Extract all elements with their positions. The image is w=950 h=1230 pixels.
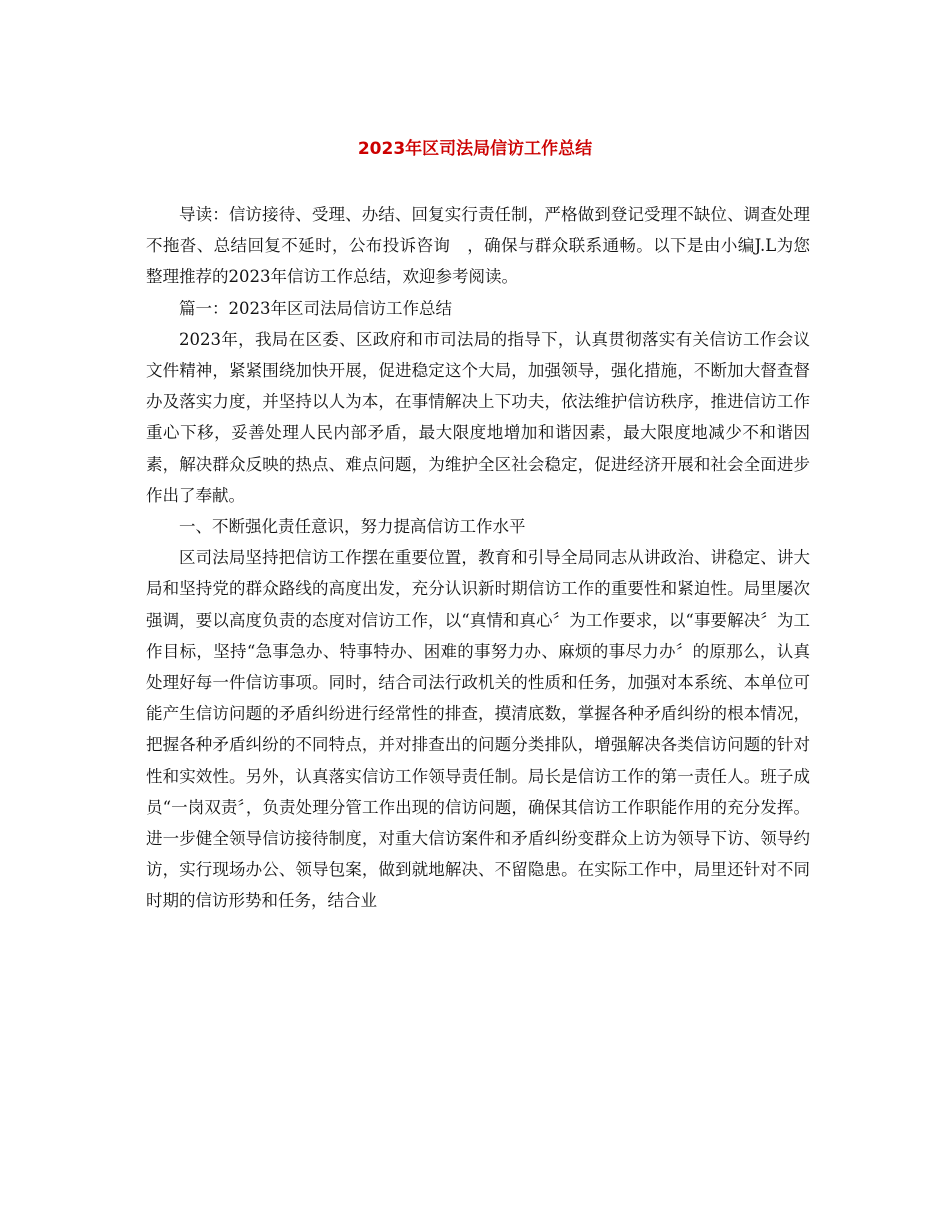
paragraph-intro: 导读：信访接待、受理、办结、回复实行责任制，严格做到登记受理不缺位、调查处理不拖沓、总结回复不延时，公布投诉咨询 ，确保与群众联系通畅。以下是由小编J.L为您整理推荐的2023年信访工作总结，欢迎参考阅读。 xyxy=(146,205,810,287)
document-title: 2023年区司法局信访工作总结 xyxy=(357,139,593,159)
document-body xyxy=(146,199,810,917)
section-heading-part-one: 篇一：2023年区司法局信访工作总结 xyxy=(179,298,452,318)
paragraph-overview: 2023年，我局在区委、区政府和市司法局的指导下，认真贯彻落实有关信访工作会议文件精神，紧紧围绕加快开展，促进稳定这个大局，加强领导，强化措施，不断加大督查督办及落实力度，并坚持以人为本，在事情解决上下功夫，依法维护信访秩序，推进信访工作重心下移，妥善处理人民内部矛盾，最大限度地增加和谐因素，最大限度地减少不和谐因素，解决群众反映的热点、难点问题，为维护全区社会稳定，促进经济开展和社会全面进步作出了奉献。 xyxy=(146,329,810,505)
paragraph-responsibility: 区司法局坚持把信访工作摆在重要位置，教育和引导全局同志从讲政治、讲稳定、讲大局和坚持党的群众路线的高度出发，充分认识新时期信访工作的重要性和紧迫性。局里屡次强调，要以高度负责的态度对信访工作，以“真情和真心〞为工作要求，以“事要解决〞为工作目标，坚持“急事急办、特事特办、困难的事努力办、麻烦的事尽力办〞的原那么，认真处理好每一件信访事项。同时，结合司法行政机关的性质和任务，加强对本系统、本单位可能产生信访问题的矛盾纠纷进行经常性的排查，摸清底数，掌握各种矛盾纠纷的根本情况，把握各种矛盾纠纷的不同特点，并对排查出的问题分类排队，增强解决各类信访问题的针对性和实效性。另外，认真落实信访工作领导责任制。局长是信访工作的第一责任人。班子成员“一岗双责〞，负责处理分管工作出现的信访问题，确保其信访工作职能作用的充分发挥。进一步健全领导信访接待制度，对重大信访案件和矛盾纠纷变群众上访为领导下访、领导约访，实行现场办公、领导包案，做到就地解决、不留隐患。在实际工作中，局里还针对不同时期的信访形势和任务，结合业 xyxy=(146,548,810,911)
section-heading-one: 一、不断强化责任意识，努力提高信访工作水平 xyxy=(179,517,526,537)
